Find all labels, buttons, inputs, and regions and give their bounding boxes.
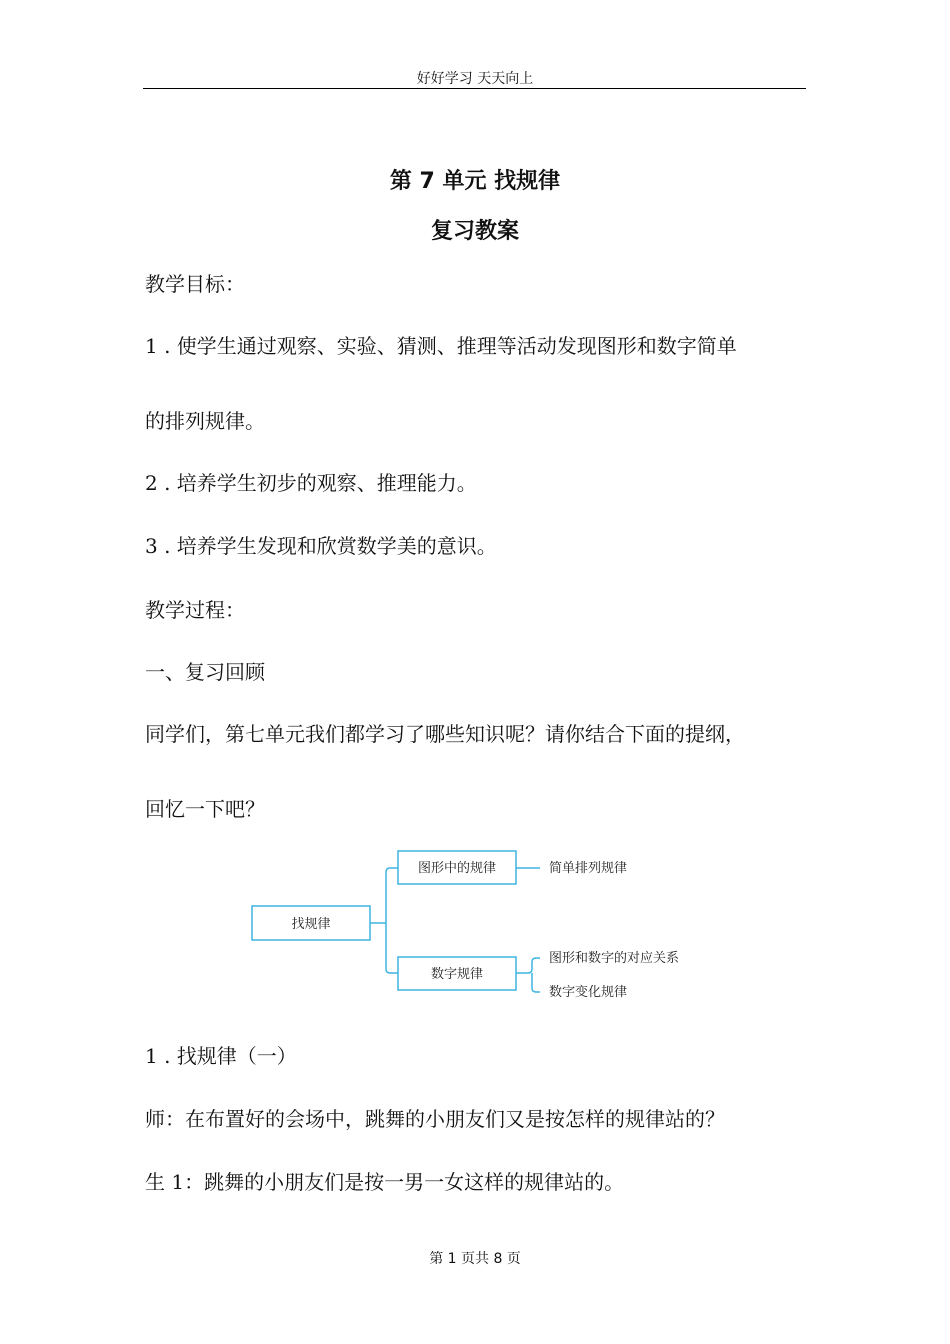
branch2-node-label: 数字规律 [430,967,484,982]
process-heading: 教学过程： [145,598,245,622]
page-header: 好好学习 天天向上 [416,71,534,87]
intro-line-1: 同学们，第七单元我们都学习了哪些知识呢？请你结合下面的提纲， [145,722,745,746]
section-review: 一、复习回顾 [145,660,265,684]
branch1-node-label: 图形中的规律 [417,861,497,876]
branch1-leaf-label: 简单排列规律 [549,861,628,876]
objective-1-line-2: 的排列规律。 [145,409,265,433]
objective-2: 2 . 培养学生初步的观察、推理能力。 [145,471,477,495]
branch-connector [386,868,398,973]
page-footer: 第 1 页共 8 页 [429,1251,521,1267]
objectives-heading: 教学目标： [145,272,245,296]
objective-3: 3 . 培养学生发现和欣赏数学美的意识。 [145,534,497,558]
branch2-leaf2-label: 数字变化规律 [549,985,628,1000]
unit-title: 第 7 单元 找规律 [389,169,561,194]
part-1-heading: 1 . 找规律（一） [145,1044,297,1068]
branch2-leaf-connector [516,958,540,992]
branch2-leaf1-label: 图形和数字的对应关系 [549,951,680,966]
root-node-label: 找规律 [291,917,331,932]
intro-line-2: 回忆一下吧？ [145,797,265,821]
doc-subtitle: 复习教案 [430,219,519,244]
objective-1-line-1: 1 . 使学生通过观察、实验、猜测、推理等活动发现图形和数字简单 [145,334,737,358]
teacher-question: 师：在布置好的会场中，跳舞的小朋友们又是按怎样的规律站的？ [145,1107,725,1131]
student-answer: 生 1：跳舞的小朋友们是按一男一女这样的规律站的。 [145,1170,625,1194]
